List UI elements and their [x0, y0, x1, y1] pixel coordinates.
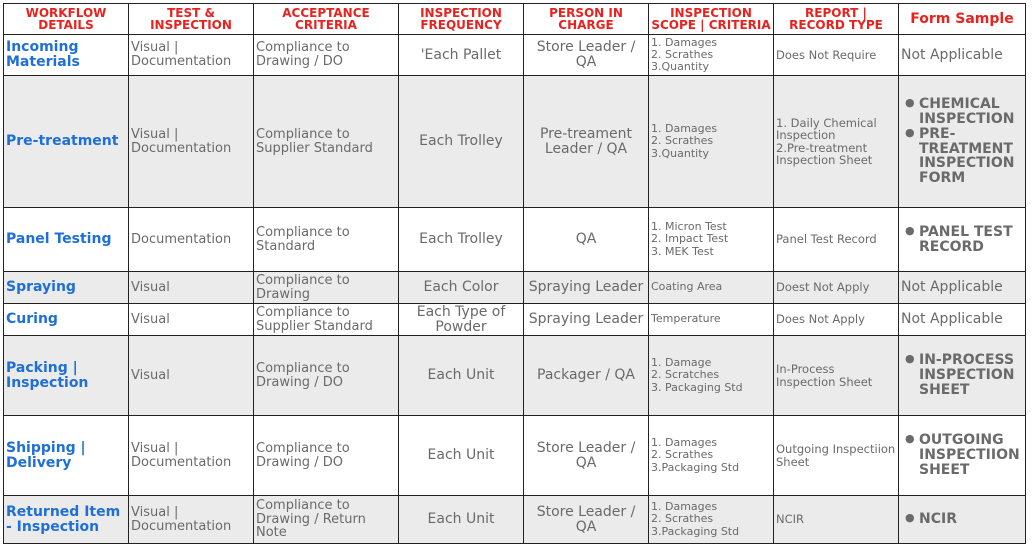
- table-row: [4, 208, 1026, 272]
- person-cell: Spraying Leader: [524, 304, 649, 336]
- person-cell: Spraying Leader: [524, 272, 649, 304]
- report-cell: In-Process Inspection Sheet: [774, 336, 899, 416]
- form-sample-text: Not Applicable: [901, 46, 1003, 63]
- test-cell: Visual | Documentation: [129, 496, 254, 544]
- person-cell: QA: [524, 208, 649, 272]
- workflow-cell: Panel Testing: [4, 208, 129, 272]
- scope-cell: Coating Area: [649, 272, 774, 304]
- acceptance-cell: Compliance to Drawing / Return Note: [254, 496, 399, 544]
- table-row: [4, 496, 1026, 544]
- form-sample-text: Not Applicable: [901, 279, 1003, 296]
- acceptance-cell: Compliance to Drawing / DO: [254, 35, 399, 76]
- table-row: [4, 336, 1026, 416]
- form-sample-cell: [899, 208, 1026, 272]
- scope-cell: 1. Damage 2. Scratches 3. Packaging Std: [649, 336, 774, 416]
- test-cell: Visual | Documentation: [129, 76, 254, 208]
- form-sample-cell: [899, 272, 1026, 304]
- test-cell: Visual | Documentation: [129, 416, 254, 496]
- person-cell: Store Leader / QA: [524, 496, 649, 544]
- workflow-cell: Shipping | Delivery: [4, 416, 129, 496]
- frequency-cell: Each Color: [399, 272, 524, 304]
- header-test: TEST & INSPECTION: [129, 4, 254, 35]
- acceptance-cell: Compliance to Drawing: [254, 272, 399, 304]
- scope-cell: Temperature: [649, 304, 774, 336]
- test-cell: Visual | Documentation: [129, 35, 254, 76]
- scope-cell: 1. Damages 2. Scrathes 3.Quantity: [649, 35, 774, 76]
- workflow-cell: Spraying: [4, 272, 129, 304]
- acceptance-cell: Compliance to Supplier Standard: [254, 76, 399, 208]
- workflow-cell: Returned Item - Inspection: [4, 496, 129, 544]
- header-frequency: INSPECTION FREQUENCY: [399, 4, 524, 35]
- form-sample-cell: [899, 496, 1026, 544]
- scope-cell: 1. Damages 2. Scrathes 3.Quantity: [649, 76, 774, 208]
- form-sample-item: ● PRE-TREATMENT INSPECTION FORM: [919, 127, 1023, 186]
- header-person: PERSON IN CHARGE: [524, 4, 649, 35]
- table-row: [4, 35, 1026, 76]
- form-sample-item: ● IN-PROCESS INSPECTION SHEET: [919, 353, 1023, 397]
- inspection-table: [3, 3, 1026, 544]
- person-cell: Store Leader / QA: [524, 35, 649, 76]
- form-sample-cell: [899, 304, 1026, 336]
- table-body: [4, 35, 1026, 544]
- scope-cell: 1. Damages 2. Scrathes 3.Packaging Std: [649, 416, 774, 496]
- form-sample-item: ● CHEMICAL INSPECTION: [919, 97, 1023, 126]
- header-scope: INSPECTION SCOPE | CRITERIA: [649, 4, 774, 35]
- header-row: [4, 4, 1026, 35]
- form-sample-list: [901, 225, 1023, 254]
- frequency-cell: Each Unit: [399, 336, 524, 416]
- table-row: [4, 304, 1026, 336]
- header-acceptance: ACCEPTANCE CRITERIA: [254, 4, 399, 35]
- form-sample-list: [901, 433, 1023, 477]
- acceptance-cell: Compliance to Drawing / DO: [254, 336, 399, 416]
- form-sample-list: [901, 353, 1023, 397]
- report-cell: Outgoing Inspectiion Sheet: [774, 416, 899, 496]
- form-sample-cell: [899, 336, 1026, 416]
- table-row: [4, 76, 1026, 208]
- form-sample-list: [901, 512, 1023, 527]
- frequency-cell: Each Type of Powder: [399, 304, 524, 336]
- header-form: Form Sample: [899, 4, 1026, 35]
- table-row: [4, 272, 1026, 304]
- form-sample-cell: [899, 35, 1026, 76]
- report-cell: Panel Test Record: [774, 208, 899, 272]
- report-cell: Does Not Apply: [774, 304, 899, 336]
- scope-cell: 1. Damages 2. Scrathes 3.Packaging Std: [649, 496, 774, 544]
- form-sample-list: [901, 97, 1023, 185]
- test-cell: Visual: [129, 336, 254, 416]
- form-sample-item: ● OUTGOING INSPECTIION SHEET: [919, 433, 1023, 477]
- table-row: [4, 416, 1026, 496]
- person-cell: Packager / QA: [524, 336, 649, 416]
- form-sample-text: Not Applicable: [901, 311, 1003, 328]
- workflow-cell: Incoming Materials: [4, 35, 129, 76]
- report-cell: Doest Not Apply: [774, 272, 899, 304]
- report-cell: NCIR: [774, 496, 899, 544]
- workflow-cell: Pre-treatment: [4, 76, 129, 208]
- test-cell: Visual: [129, 304, 254, 336]
- person-cell: Store Leader / QA: [524, 416, 649, 496]
- frequency-cell: Each Unit: [399, 496, 524, 544]
- header-workflow: WORKFLOW DETAILS: [4, 4, 129, 35]
- frequency-cell: Each Trolley: [399, 76, 524, 208]
- form-sample-item: ● PANEL TEST RECORD: [919, 225, 1023, 254]
- frequency-cell: 'Each Pallet: [399, 35, 524, 76]
- form-sample-item: ● NCIR: [919, 512, 1023, 527]
- acceptance-cell: Compliance to Drawing / DO: [254, 416, 399, 496]
- header-report: REPORT | RECORD TYPE: [774, 4, 899, 35]
- form-sample-cell: [899, 416, 1026, 496]
- acceptance-cell: Compliance to Supplier Standard: [254, 304, 399, 336]
- workflow-cell: Curing: [4, 304, 129, 336]
- test-cell: Documentation: [129, 208, 254, 272]
- person-cell: Pre-treament Leader / QA: [524, 76, 649, 208]
- form-sample-cell: [899, 76, 1026, 208]
- test-cell: Visual: [129, 272, 254, 304]
- scope-cell: 1. Micron Test 2. Impact Test 3. MEK Test: [649, 208, 774, 272]
- workflow-cell: Packing | Inspection: [4, 336, 129, 416]
- report-cell: Does Not Require: [774, 35, 899, 76]
- frequency-cell: Each Trolley: [399, 208, 524, 272]
- frequency-cell: Each Unit: [399, 416, 524, 496]
- acceptance-cell: Compliance to Standard: [254, 208, 399, 272]
- report-cell: 1. Daily Chemical Inspection 2.Pre-treatment Inspection Sheet: [774, 76, 899, 208]
